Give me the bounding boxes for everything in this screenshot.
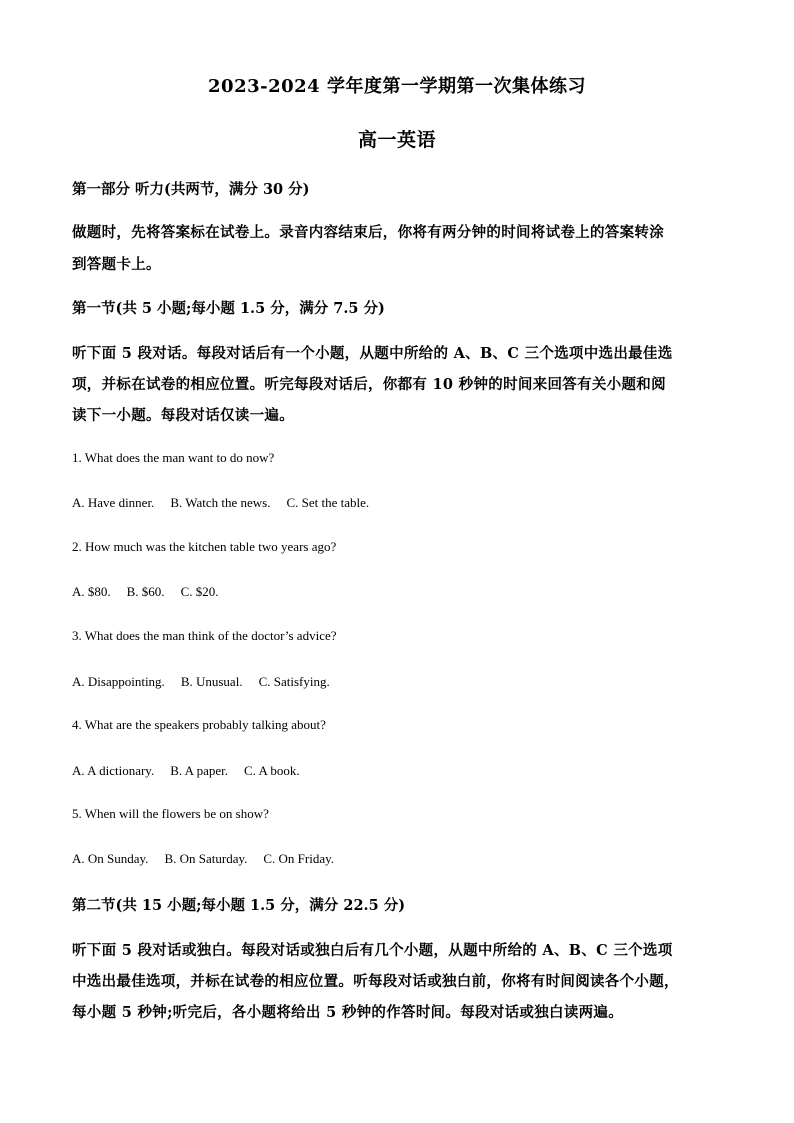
question-2-options — [72, 584, 732, 600]
section1-instruction-line-3: 读下一小题。每段对话仅读一遍。 — [72, 407, 294, 424]
exam-title: 2023-2024 学年度第一学期第一次集体练习 — [208, 76, 586, 97]
option-b: B. On Saturday. — [164, 851, 248, 866]
section1-instruction-line-2: 项，并标在试卷的相应位置。听完每段对话后，你都有 10 秒钟的时间来回答有关小题和阅 — [72, 376, 666, 393]
part1-heading: 第一部分 听力(共两节，满分 30 分) — [72, 181, 310, 198]
question-1: 1. What does the man want to do now? — [72, 450, 275, 465]
question-4: 4. What are the speakers probably talking about? — [72, 717, 326, 732]
exam-subject: 高一英语 — [357, 129, 436, 151]
question-3-options — [72, 674, 732, 690]
option-b: B. $60. — [126, 584, 165, 599]
question-5: 5. When will the flowers be on show? — [72, 806, 269, 821]
option-c: C. $20. — [180, 584, 219, 599]
option-b: B. A paper. — [170, 763, 228, 778]
section2-heading: 第二节(共 15 小题;每小题 1.5 分，满分 22.5 分) — [72, 897, 406, 914]
question-1-options — [72, 495, 732, 511]
option-a: A. $80. — [72, 584, 111, 599]
option-a: A. Have dinner. — [72, 495, 155, 510]
question-5-options — [72, 851, 732, 867]
option-c: C. Set the table. — [286, 495, 370, 510]
section1-heading: 第一节(共 5 小题;每小题 1.5 分，满分 7.5 分) — [72, 300, 385, 317]
option-c: C. A book. — [243, 763, 300, 778]
question-4-options — [72, 763, 732, 779]
option-a: A. Disappointing. — [72, 674, 165, 689]
option-b: B. Unusual. — [180, 674, 243, 689]
option-a: A. A dictionary. — [72, 763, 155, 778]
part1-intro-line-1: 做题时，先将答案标在试卷上。录音内容结束后，你将有两分钟的时间将试卷上的答案转涂 — [72, 224, 664, 241]
question-3: 3. What does the man think of the doctor’s advice? — [72, 628, 337, 643]
option-c: C. On Friday. — [263, 851, 335, 866]
question-2: 2. How much was the kitchen table two years ago? — [72, 539, 337, 554]
option-c: C. Satisfying. — [258, 674, 330, 689]
option-a: A. On Sunday. — [72, 851, 149, 866]
option-b: B. Watch the news. — [170, 495, 271, 510]
section1-instruction-line-1: 听下面 5 段对话。每段对话后有一个小题，从题中所给的 A、B、C 三个选项中选出最佳选 — [72, 345, 673, 362]
part1-intro-line-2: 到答题卡上。 — [72, 256, 161, 273]
section2-instruction-line-1: 听下面 5 段对话或独白。每段对话或独白后有几个小题，从题中所给的 A、B、C 三个选项 — [72, 942, 673, 959]
section2-instruction-line-3: 每小题 5 秒钟;听完后，各小题将给出 5 秒钟的作答时间。每段对话或独白读两遍。 — [72, 1004, 624, 1021]
section2-instruction-line-2: 中选出最佳选项，并标在试卷的相应位置。听每段对话或独白前，你将有时间阅读各个小题， — [72, 973, 679, 990]
